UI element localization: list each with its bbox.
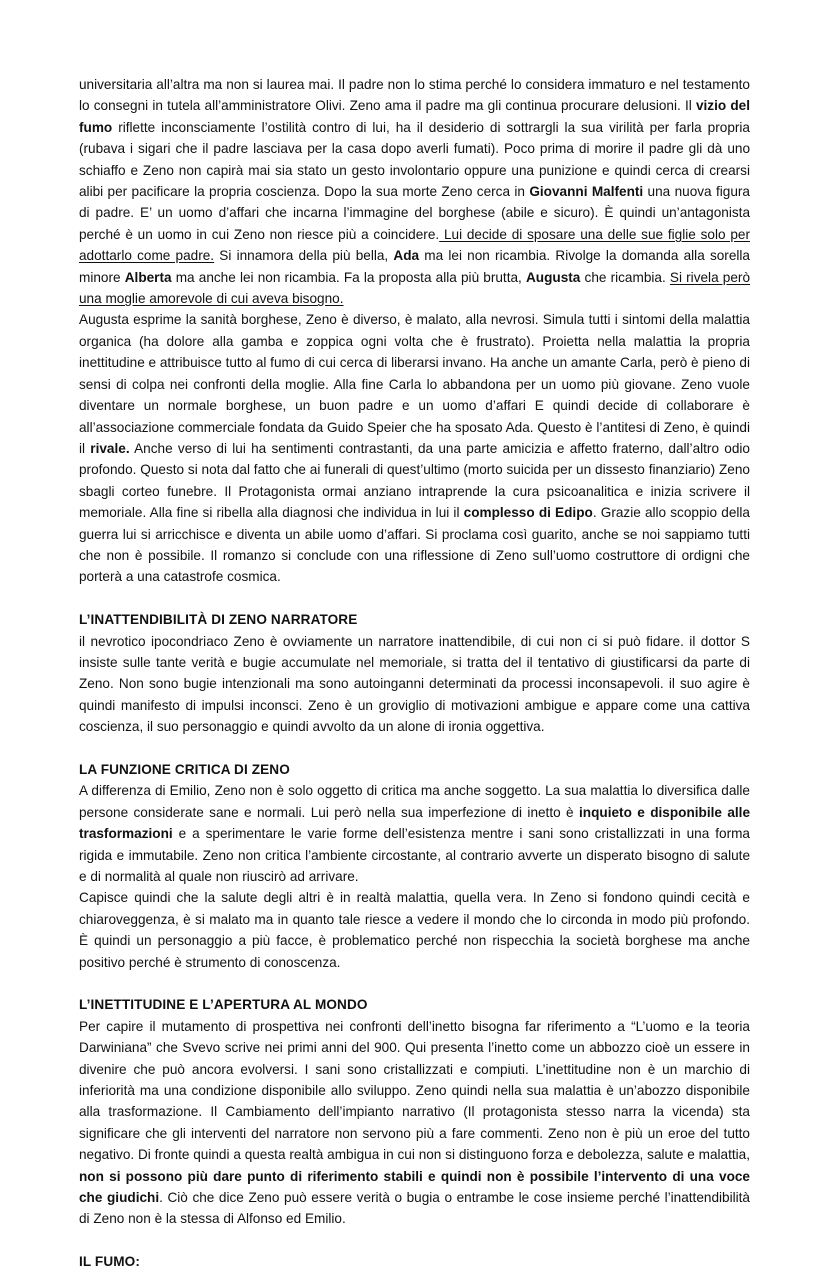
- text-run: riflette inconsciamente l’ostilità contro di lui, ha il desiderio di sottrargli la sua virilità per farla propria (rubava i sigari che il padre lasciava per la casa dopo averli fumati). Poco prima di morire il padre gli dà uno schiaffo e Zeno non capirà mai sia stato un gesto involontario oppure una punizione e quindi cerca di crearsi alibi per pacificare la propria coscienza. Dopo la sua morte Zeno cerca in: [79, 119, 750, 200]
- section-heading-inettitudine: L’INETTITUDINE E L’APERTURA AL MONDO: [79, 997, 368, 1013]
- text-run: e a sperimentare le varie forme dell’esistenza mentre i sani sono cristallizzati in una forma rigida e immutabile. Zeno non critica l’ambiente circostante, al contrario avverte un disperato bisogno di salute e di normalità al quale non riuscirò ad arrivare.: [79, 826, 750, 884]
- underlined-text: Lui decide di sposare una delle sue figlie solo per adottarlo come padre.: [79, 226, 750, 264]
- section-heading-fumo: IL FUMO:: [79, 1254, 140, 1270]
- underlined-text: Si rivela però una moglie amorevole di cui aveva bisogno.: [79, 269, 750, 307]
- emphasis-text: Giovanni Malfenti: [529, 184, 644, 200]
- text-run: universitaria all’altra ma non si laurea mai. Il padre non lo stima perché lo considera immaturo e nel testamento lo consegni in tutela all’amministratore Olivi. Zeno ama il padre ma gli continua procurare delusioni. Il: [79, 77, 750, 114]
- emphasis-text: non si possono più dare punto di riferimento stabili e quindi non è possibile l’intervento di una voce che giudichi: [79, 1168, 750, 1206]
- emphasis-text: rivale.: [90, 440, 130, 456]
- text-run: Si innamora della più bella,: [214, 248, 394, 264]
- text-run: A differenza di Emilio, Zeno non è solo oggetto di critica ma anche soggetto. La sua malattia lo diversifica dalle persone considerate sane e normali. Lui però nella sua imperfezione di inetto è: [79, 783, 750, 820]
- document-page: [79, 74, 750, 1273]
- text-run: una nuova figura di padre. E’ un uomo d’affari che incarna l’immagine del borghese (abile e sicuro). È quindi un’antagonista perché è un uomo in cui Zeno non riesce più a coincidere.: [79, 184, 750, 242]
- text-run: Augusta esprime la sanità borghese, Zeno è diverso, è malato, alla nevrosi. Simula tutti i sintomi della malattia organica (ha dolore alla gamba e zoppica ogni volta che è frustrato). Proietta nella malattia la propria inettitudine e attribuisce tutto al fumo di cui cerca di liberarsi invano. Ha anche un amante Carla, però è pieno di sensi di colpa nei confronti della moglie. Alla fine Carla lo abbandona per un uomo più giovane. Zeno vuole diventare un normale borghese, un buon padre e un uomo d’affari E quindi decide di collaborare è all’associazione commerciale fondata da Guido Speier che ha sposato Ada. Questo è l’antitesi di Zeno, è quindi il: [79, 312, 751, 456]
- paragraph-zeno-father-malfenti: [79, 74, 750, 309]
- emphasis-text: Alberta: [124, 269, 172, 285]
- emphasis-text: inquieto e disponibile alle trasformazioni: [79, 804, 751, 842]
- section-heading-inattendibilita: L’INATTENDIBILITÀ DI ZENO NARRATORE: [79, 612, 358, 628]
- paragraph-inattendibilita: [79, 631, 750, 738]
- section-heading-funzione-critica: LA FUNZIONE CRITICA DI ZENO: [79, 761, 290, 777]
- text-run: il nevrotico ipocondriaco Zeno è ovviamente un narratore inattendibile, di cui non ci si può fidare. il dottor S insiste sulle tante verità e bugie accumulate nel memoriale, si tratta del il tentativo di giustificarsi da parte di Zeno. Non sono bugie intenzionali ma sono autoinganni determinati da processi inconsapevoli. il suo agire è quindi manifesto di impulsi inconsci. Zeno è un groviglio di motivazioni ambigue e appare come una cattiva coscienza, il suo personaggio e quindi avvolto da un alone di ironia oggettiva.: [79, 633, 750, 735]
- text-run: che ricambia.: [580, 269, 670, 285]
- text-run: . Grazie allo scoppio della guerra lui si arricchisce e diventa un abile uomo d’affari. Si proclama così guarito, anche se noi sappiamo tutti che non è possibile. Il romanzo si conclude con una riflessione di Zeno sull’uomo costruttore di ordigni che porterà a una catastrofe cosmica.: [79, 505, 750, 585]
- text-run: Per capire il mutamento di prospettiva nei confronti dell’inetto bisogna far riferimento a “L’uomo e la teoria Darwiniana” che Svevo scrive nei primi anni del 900. Qui presenta l’inetto come un abbozzo cioè un essere in divenire che può ancora evolversi. I sani sono cristallizzati e compiuti. L’inettitudine non è un marchio di inferiorità ma una condizione disponibile allo sviluppo. Zeno quindi nella sua malattia è un’abozzo disponibile alla trasformazione. Il Cambiamento dell’impianto narrativo (Il protagonista stesso narra la vicenda) sta significare che gli interventi del narratore non servono più a fare commenti. Zeno non è più un eroe del tutto negativo. Di fronte quindi a questa realtà ambigua in cui non si distinguono forza e debolezza, salute e malattia,: [79, 1018, 750, 1163]
- emphasis-text: complesso di Edipo: [463, 505, 593, 521]
- text-run: . Ciò che dice Zeno può essere verità o bugia o entrambe le cose insieme perché l’inattendibilità di Zeno non è la stessa di Alfonso ed Emilio.: [79, 1190, 750, 1227]
- emphasis-text: Augusta: [525, 269, 581, 285]
- text-run: ma anche lei non ricambia. Fa la proposta alla più brutta,: [171, 269, 526, 285]
- text-run: ma lei non ricambia. Rivolge la domanda alla sorella minore: [79, 248, 750, 285]
- paragraph-augusta-guido: [79, 309, 750, 587]
- paragraph-inettitudine: [79, 1016, 750, 1230]
- paragraph-funzione-critica-2: [79, 887, 750, 973]
- emphasis-text: vizio del fumo: [79, 98, 750, 135]
- text-run: Anche verso di lui ha sentimenti contrastanti, da una parte amicizia e affetto fraterno, dall’altro odio profondo. Questo si nota dal fatto che ai funerali di quest’ultimo (morto suicida per un dissesto finanziario) Zeno sbagli corteo funebre. Il Protagonista ormai anziano intraprende la cura psicoanalitica e inizia scrivere il memoriale. Alla fine si ribella alla diagnosi che individua in lui il: [79, 440, 750, 521]
- paragraph-funzione-critica-1: [79, 780, 750, 887]
- emphasis-text: Ada: [393, 248, 420, 264]
- text-run: Capisce quindi che la salute degli altri è in realtà malattia, quella vera. In Zeno si fondono quindi cecità e chiaroveggenza, è si malato ma in quanto tale riesce a vedere il mondo che lo circonda in modo più profondo. È quindi un personaggio a più facce, è problematico perché non rispecchia la società borghese ma anche positivo perché è strumento di conoscenza.: [79, 890, 750, 970]
